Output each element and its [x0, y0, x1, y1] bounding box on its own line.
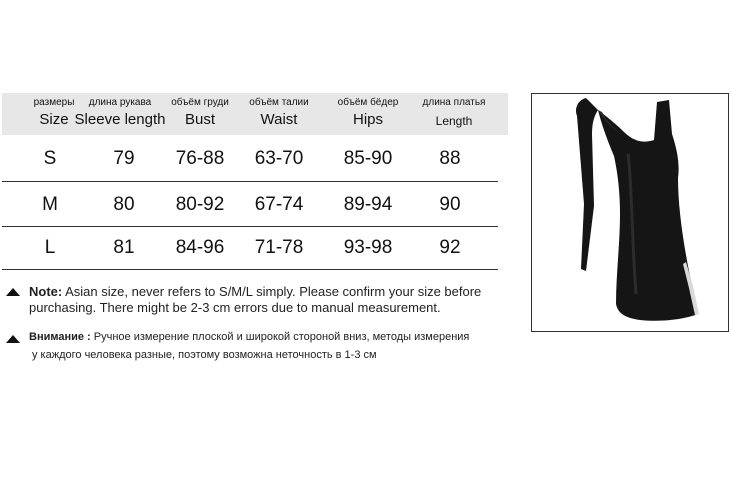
cell-length: 92: [439, 237, 461, 258]
triangle-bullet-icon: [6, 288, 20, 296]
table-row: [2, 137, 498, 181]
cell-bust: 76-88: [175, 148, 225, 169]
cell-waist: 63-70: [254, 148, 304, 169]
cell-length: 88: [439, 148, 461, 169]
dress-illustration: [532, 94, 728, 331]
cell-waist: 67-74: [254, 194, 304, 215]
header-bust-ru: объём груди: [171, 97, 229, 108]
header-length: [412, 93, 496, 135]
note-en-line1: [29, 284, 549, 299]
header-sleeve: [70, 93, 170, 135]
cell-size: M: [42, 194, 58, 215]
note-en-text1: Asian size, never refers to S/M/L simply. Please confirm your size before: [65, 284, 482, 299]
cell-sleeve: 80: [113, 194, 135, 215]
header-length-ru: длина платья: [422, 97, 486, 108]
header-size-en: Size: [39, 111, 69, 128]
cell-length: 90: [439, 194, 461, 215]
note-ru-line2: у каждого человека разные, поэтому возможна неточность в 1-3 см: [32, 349, 377, 361]
cell-hips: 89-94: [343, 194, 393, 215]
table-row: [2, 183, 498, 227]
note-en-line2: purchasing. There might be 2-3 cm errors due to manual measurement.: [29, 300, 441, 315]
header-bust: [160, 93, 240, 135]
cell-hips: 85-90: [343, 148, 393, 169]
cell-hips: 93-98: [343, 237, 393, 258]
cell-size: S: [43, 148, 57, 169]
header-waist: [238, 93, 320, 135]
header-size-ru: размеры: [33, 97, 75, 108]
note-ru-text1: Ручное измерение плоской и широкой стороной вниз, методы измерения: [93, 331, 470, 343]
header-waist-ru: объём талии: [249, 97, 309, 108]
cell-size: L: [44, 237, 56, 258]
header-hips-ru: объём бёдер: [337, 97, 399, 108]
header-bust-en: Bust: [184, 111, 215, 128]
cell-waist: 71-78: [254, 237, 304, 258]
header-sleeve-ru: длина рукава: [88, 97, 152, 108]
header-sleeve-en: Sleeve length: [74, 111, 166, 128]
note-ru-line1: [29, 331, 549, 343]
cell-bust: 84-96: [175, 237, 225, 258]
header-hips-en: Hips: [352, 111, 383, 128]
row-divider: [2, 181, 498, 182]
cell-sleeve: 79: [113, 148, 135, 169]
header-hips: [327, 93, 409, 135]
header-waist-en: Waist: [260, 111, 298, 128]
table-row: [2, 226, 498, 270]
cell-bust: 80-92: [175, 194, 225, 215]
header-length-en: Length: [435, 114, 473, 128]
note-ru-label: Внимание :: [29, 331, 91, 343]
cell-sleeve: 81: [113, 237, 135, 258]
row-divider: [2, 269, 498, 270]
product-photo: [531, 93, 729, 332]
triangle-bullet-icon: [6, 335, 20, 343]
note-en-label: Note:: [29, 284, 63, 299]
